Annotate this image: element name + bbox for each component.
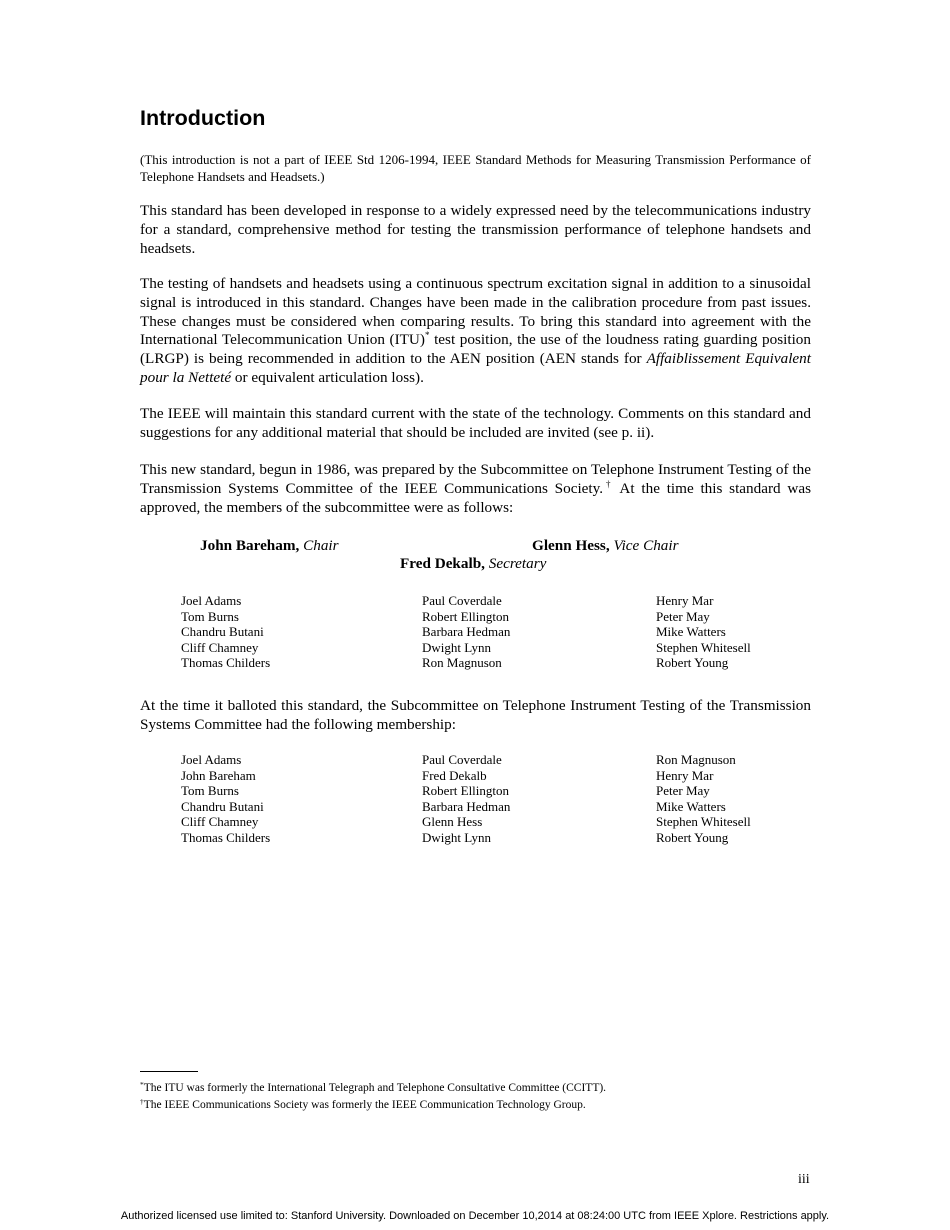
paragraph-text: This new standard, begun in 1986, was prepared by the Subcommittee on Telephone Instrument Testing of the Transmission Systems Committee of the IEEE Communications Society.	[140, 461, 811, 497]
officer-name: John Bareham,	[200, 537, 300, 554]
member-name: Peter May	[656, 783, 710, 798]
aen-definition: Affaiblissement Equivalent pour la Netteté	[140, 350, 811, 386]
officer-role: Chair	[303, 537, 339, 554]
member-name: Barbara Hedman	[422, 624, 511, 639]
member-column	[181, 752, 270, 845]
member-name: Paul Coverdale	[422, 593, 502, 608]
member-name: Mike Watters	[656, 798, 726, 814]
member-name: Glenn Hess	[422, 814, 483, 829]
member-name: Ron Magnuson	[656, 752, 736, 767]
paragraph-ballot: At the time it balloted this standard, the Subcommittee on Telephone Instrument Testing of the Transmission Systems Committee had the following membership:	[140, 697, 811, 733]
member-name: Dwight Lynn	[422, 829, 491, 845]
footnote-itu	[140, 1081, 606, 1095]
member-name: Robert Young	[656, 655, 729, 670]
footnote-ref-comsoc: †	[603, 478, 614, 489]
member-name: Thomas Childers	[181, 655, 271, 670]
member-name: Stephen Whitesell	[656, 639, 751, 655]
officer-role: Secretary	[488, 555, 547, 572]
paragraph-text: test position, the use of the loudness rating guarding position (LRGP) is being recommended in addition to the AEN position (AEN stands for	[140, 331, 811, 368]
footnote-mark: *	[140, 1080, 144, 1089]
paragraph-history	[140, 461, 811, 517]
introduction-note: (This introduction is not a part of IEEE Std 1206-1994, IEEE Standard Methods for Measuring Transmission Performance of Telephone Handsets and Headsets.)	[140, 152, 811, 184]
member-name: Joel Adams	[181, 752, 242, 767]
member-name: Chandru Butani	[181, 798, 264, 814]
member-column	[656, 593, 751, 671]
member-name: Barbara Hedman	[422, 798, 511, 814]
footnote-ref-itu: *	[424, 330, 430, 341]
officer-vice-chair	[532, 536, 679, 555]
page-title: Introduction	[140, 106, 266, 130]
footnote-mark: †	[140, 1097, 144, 1106]
paragraph-purpose: This standard has been developed in response to a widely expressed need by the telecommunications industry for a standard, comprehensive method for testing the transmission performance of telephone handsets and headsets.	[140, 202, 811, 257]
officer-name: Fred Dekalb,	[400, 555, 485, 572]
member-column	[181, 593, 270, 671]
member-name: Joel Adams	[181, 593, 242, 608]
paragraph-text: At the time this standard was approved, the members of the subcommittee were as follows:	[140, 479, 812, 516]
member-column	[422, 593, 510, 671]
officer-secretary	[400, 554, 546, 573]
footnote-comsoc	[140, 1098, 586, 1112]
member-name: Henry Mar	[656, 767, 714, 783]
license-notice: Authorized licensed use limited to: Stanford University. Downloaded on December 10,2014 at 08:24:00 UTC from IEEE Xplore. Restrictions apply.	[120, 1210, 830, 1222]
member-name: Chandru Butani	[181, 624, 264, 639]
member-name: Peter May	[656, 608, 710, 624]
member-name: Fred Dekalb	[422, 767, 487, 783]
footnote-text: The ITU was formerly the International Telegraph and Telephone Consultative Committee (CCITT).	[143, 1082, 607, 1094]
member-name: John Bareham	[181, 767, 256, 783]
officer-name: Glenn Hess,	[532, 537, 610, 554]
paragraph-maintenance: The IEEE will maintain this standard current with the state of the technology. Comments on this standard and suggestions for any additional material that should be included are invited (see p. ii).	[140, 405, 811, 441]
officer-chair	[200, 536, 339, 555]
member-column	[656, 752, 751, 845]
member-name: Cliff Chamney	[181, 814, 259, 829]
member-name: Henry Mar	[656, 593, 714, 608]
page-number: iii	[798, 1172, 810, 1187]
member-name: Cliff Chamney	[181, 639, 259, 655]
member-name: Mike Watters	[656, 624, 726, 639]
member-name: Thomas Childers	[181, 829, 271, 845]
member-name: Tom Burns	[181, 783, 239, 798]
member-name: Dwight Lynn	[422, 639, 491, 655]
paragraph-text: or equivalent articulation loss).	[231, 368, 424, 386]
member-name: Robert Ellington	[422, 608, 510, 624]
member-name: Robert Ellington	[422, 783, 510, 798]
member-name: Stephen Whitesell	[656, 814, 751, 829]
member-name: Ron Magnuson	[422, 655, 502, 670]
paragraph-testing-changes	[140, 275, 811, 388]
footnote-divider	[140, 1071, 198, 1072]
member-name: Paul Coverdale	[422, 752, 502, 767]
member-name: Robert Young	[656, 829, 729, 845]
paragraph-text: The testing of handsets and headsets using a continuous spectrum excitation signal in addition to a sinusoidal signal is introduced in this standard. Changes have been made in the calibration procedure from past issues. These changes must be considered when comparing results. To bring this standard into agreement with the International Telecommunication Union (ITU)	[140, 275, 811, 349]
footnote-text: The IEEE Communications Society was formerly the IEEE Communication Technology Group.	[143, 1099, 586, 1111]
member-column	[422, 752, 510, 845]
member-name: Tom Burns	[181, 608, 239, 624]
officer-role: Vice Chair	[613, 537, 679, 554]
